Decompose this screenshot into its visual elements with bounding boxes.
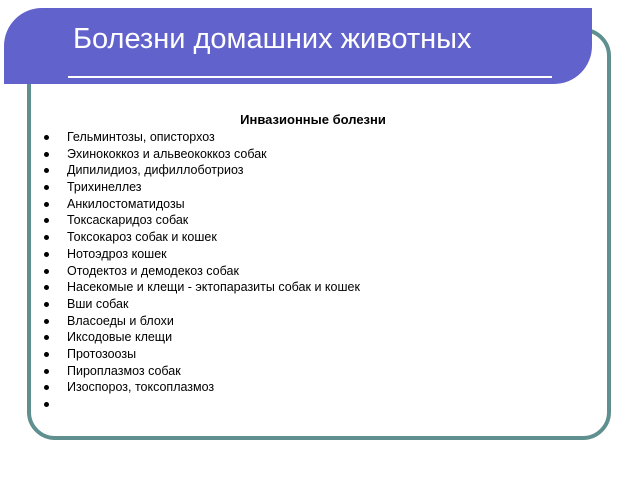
list-item-text: Протозоозы xyxy=(67,346,137,361)
list-item-text: Эхинококкоз и альвеококкоз собак xyxy=(67,146,267,161)
bullet-icon xyxy=(44,135,49,140)
bullet-icon xyxy=(44,302,49,307)
list-item-text: Токсокароз собак и кошек xyxy=(67,230,217,245)
bullet-icon xyxy=(44,152,49,157)
list-item-text: Дипилидиоз, дифиллоботриоз xyxy=(67,163,244,178)
list-item-text: Анкилостоматидозы xyxy=(67,196,185,211)
bullet-icon xyxy=(44,352,49,357)
bullet-icon xyxy=(44,202,49,207)
list-item-text: Гельминтозы, описторхоз xyxy=(67,130,215,144)
slide-title: Болезни домашних животных xyxy=(73,23,472,55)
list-item-text: Пироплазмоз собак xyxy=(67,363,181,378)
list-item-text: Насекомые и клещи - эктопаразиты собак и кошек xyxy=(67,280,360,295)
bullet-icon xyxy=(44,269,49,274)
list-item-text: Власоеды и блохи xyxy=(67,313,174,328)
list-item-text: Изоспороз, токсоплазмоз xyxy=(67,380,215,395)
list-item-text: Иксодовые клещи xyxy=(67,330,173,345)
bullet-icon xyxy=(44,402,49,407)
list-item-text: Трихинеллез xyxy=(67,180,142,195)
list-item-text: Вши собак xyxy=(67,296,129,311)
bullet-icon xyxy=(44,252,49,257)
list-item-text: Токсаскаридоз собак xyxy=(67,213,189,228)
bullet-icon xyxy=(44,319,49,324)
list-item-text: Нотоэдроз кошек xyxy=(67,246,167,261)
list-item-text: Отодектоз и демодекоз собак xyxy=(67,263,239,278)
section-heading: Инвазионные болезни xyxy=(240,112,386,127)
bullet-icon xyxy=(44,369,49,374)
